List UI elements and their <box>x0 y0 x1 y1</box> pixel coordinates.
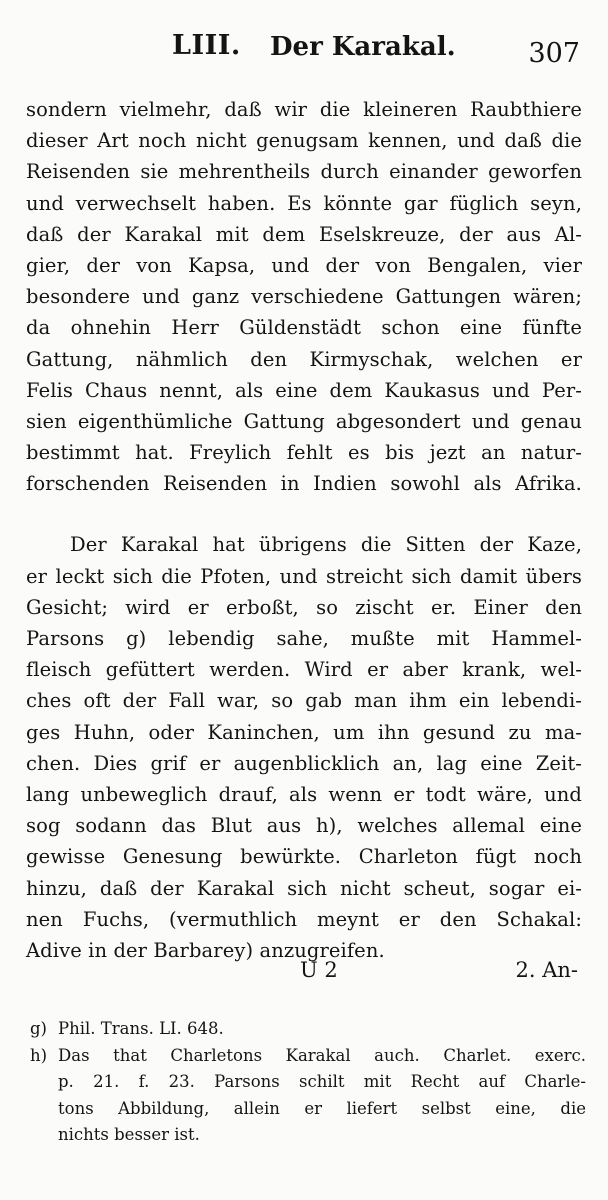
signature-line <box>0 958 608 994</box>
text-line: besondere und ganz verschiedene Gattungen wären; <box>26 285 582 309</box>
footnote-line: nichts besser ist. <box>58 1125 200 1144</box>
footnote-line: tons Abbildung, allein er liefert selbst eine, die <box>58 1098 586 1118</box>
footnote-h <box>30 1043 586 1149</box>
footnotes <box>30 1016 586 1149</box>
main-text <box>26 94 582 966</box>
text-line: und verwechselt haben. Es könnte gar füglich seyn, <box>26 191 582 215</box>
signature-mark: U 2 <box>300 958 338 982</box>
text-line: forschenden Reisenden in Indien sowohl als Afrika. <box>26 472 582 496</box>
text-line: ges Huhn, oder Kaninchen, um ihn gesund zu ma- <box>26 720 582 744</box>
text-line: sog sodann das Blut aus h), welches allemal eine <box>26 814 582 838</box>
chapter-number: LIII. <box>172 30 241 61</box>
footnote-g <box>30 1016 586 1043</box>
text-line: gier, der von Kapsa, und der von Bengalen, vier <box>26 253 582 277</box>
paragraph-1 <box>26 94 582 499</box>
text-line: Gattung, nähmlich den Kirmyschak, welchen er <box>26 347 582 371</box>
text-line: Der Karakal hat übrigens die Sitten der Kaze, <box>70 533 582 557</box>
text-line: Felis Chaus nennt, als eine dem Kaukasus und Per- <box>26 378 582 402</box>
text-line: er leckt sich die Pfoten, und streicht sich damit übers <box>26 564 582 588</box>
footnote-line: p. 21. f. 23. Parsons schilt mit Recht auf Charle- <box>58 1072 586 1091</box>
text-line: daß der Karakal mit dem Eselskreuze, der aus Al- <box>26 222 582 246</box>
text-line: chen. Dies grif er augenblicklich an, lag eine Zeit- <box>26 751 582 775</box>
page-number: 307 <box>528 38 580 69</box>
footnote-text: Phil. Trans. LI. 648. <box>58 1019 224 1038</box>
footnote-text: Das that Charletons Karakal auch. Charlet. exerc. <box>58 1045 586 1065</box>
paragraph-2 <box>26 529 582 966</box>
catchword: 2. An- <box>515 958 578 982</box>
text-line: Adive in der Barbarey) anzugreifen. <box>26 938 385 962</box>
text-line: nen Fuchs, (vermuthlich meynt er den Schakal: <box>26 907 582 931</box>
text-line: Parsons g) lebendig sahe, mußte mit Hammel- <box>26 627 582 650</box>
text-line: hinzu, daß der Karakal sich nicht scheut, sogar ei- <box>26 876 582 900</box>
running-title: Der Karakal. <box>270 32 456 62</box>
text-line: sondern vielmehr, daß wir die kleineren Raubthiere <box>26 98 582 121</box>
text-line: fleisch gefüttert werden. Wird er aber krank, wel- <box>26 658 582 682</box>
text-line: dieser Art noch nicht genugsam kennen, und daß die <box>26 129 582 153</box>
text-line: lang unbeweglich drauf, als wenn er todt wäre, und <box>26 782 582 806</box>
footnote-line <box>30 1043 586 1070</box>
footnote-label: h) <box>30 1045 48 1065</box>
text-line: bestimmt hat. Freylich fehlt es bis jezt an natur- <box>26 441 582 465</box>
paragraph-gap <box>26 499 582 529</box>
text-line: Gesicht; wird er erboßt, so zischt er. Einer den <box>26 595 582 619</box>
text-line: ches oft der Fall war, so gab man ihm ein lebendi- <box>26 689 582 713</box>
text-line: sien eigenthümliche Gattung abgesondert und genau <box>26 409 582 433</box>
text-line: gewisse Genesung bewürkte. Charleton fügt noch <box>26 845 582 869</box>
running-header <box>0 30 608 74</box>
text-line: da ohnehin Herr Güldenstädt schon eine fünfte <box>26 316 582 340</box>
footnote-label: g) <box>30 1019 47 1038</box>
text-line: Reisenden sie mehrentheils durch einander geworfen <box>26 160 582 184</box>
